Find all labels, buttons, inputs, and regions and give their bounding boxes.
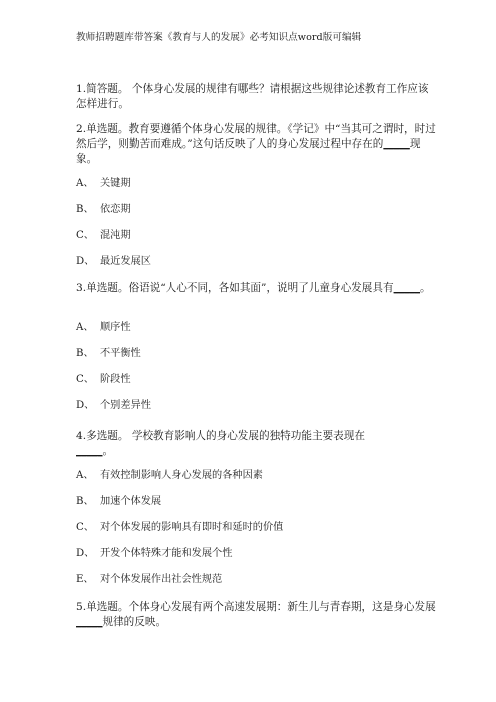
- question-4-text: 4.多选题。 学校教育影响人的身心发展的独特功能主要表现在: [76, 430, 365, 442]
- question-4-text-end: 。: [102, 445, 114, 457]
- question-4: [76, 429, 438, 459]
- question-2: [76, 122, 438, 167]
- question-3-option-c: [76, 373, 426, 387]
- option-text: 个别差异性: [100, 400, 151, 411]
- option-letter: D、: [76, 548, 95, 559]
- option-text: 依恋期: [100, 204, 131, 215]
- option-text: 开发个体特殊才能和发展个性: [100, 548, 233, 559]
- option-letter: A、: [76, 322, 94, 333]
- option-text: 阶段性: [100, 374, 131, 385]
- question-2-text: 2.单选题。教育要遵循个体身心发展的规律。《学记》中“当其可之谓时，时过然后学，则勤苦而难成。”这句话反映了人的身心发展过程中存在的: [76, 123, 436, 150]
- question-2-option-d: [76, 255, 426, 269]
- question-4-option-e: [76, 573, 426, 587]
- question-2-option-b: [76, 203, 426, 217]
- question-2-option-c: [76, 229, 426, 243]
- option-letter: A、: [76, 470, 94, 481]
- question-1: [76, 82, 438, 112]
- option-letter: A、: [76, 178, 94, 189]
- question-3-text: 3.单选题。俗语说“人心不同，各如其面”，说明了儿童身心发展具有: [76, 282, 394, 294]
- question-5-text: 5.单选题。个体身心发展有两个高速发展期：新生儿与青春期，这是身心发展: [76, 601, 436, 613]
- question-4-option-c: [76, 521, 426, 535]
- question-3-option-d: [76, 399, 426, 413]
- option-text: 关键期: [100, 178, 131, 189]
- option-text: 不平衡性: [100, 348, 141, 359]
- question-2-blank: _____: [383, 138, 410, 150]
- question-5-blank: _____: [76, 616, 103, 628]
- option-letter: C、: [76, 522, 94, 533]
- question-4-option-a: [76, 469, 426, 483]
- question-4-blank: _____: [76, 445, 103, 457]
- question-3-text-end: 。: [420, 282, 431, 294]
- question-4-option-b: [76, 495, 426, 509]
- option-letter: D、: [76, 400, 95, 411]
- question-2-option-a: [76, 177, 426, 191]
- option-letter: B、: [76, 496, 94, 507]
- question-4-option-d: [76, 547, 426, 561]
- option-letter: B、: [76, 348, 94, 359]
- question-3-blank: _____: [393, 282, 421, 294]
- option-letter: C、: [76, 230, 94, 241]
- document-header: 教师招聘题库带答案《教育与人的发展》必考知识点word版可编辑: [76, 32, 362, 43]
- question-3-option-a: [76, 321, 426, 335]
- option-text: 加速个体发展: [100, 496, 162, 507]
- question-3: [76, 281, 438, 296]
- option-text: 顺序性: [100, 322, 131, 333]
- question-1-text: 1.简答题。 个体身心发展的规律有哪些？请根据这些规律论述教育工作应该怎样进行。: [76, 83, 429, 110]
- option-letter: B、: [76, 204, 94, 215]
- option-text: 混沌期: [100, 230, 131, 241]
- option-letter: E、: [76, 574, 94, 585]
- question-3-option-b: [76, 347, 426, 361]
- question-2-text-end: 现象。: [76, 138, 421, 165]
- question-5-text-end: 规律的反映。: [102, 616, 167, 628]
- option-text: 有效控制影响人身心发展的各种因素: [100, 470, 263, 481]
- option-text: 最近发展区: [100, 256, 151, 267]
- option-letter: C、: [76, 374, 94, 385]
- question-5: [76, 600, 438, 630]
- option-text: 对个体发展的影响具有即时和延时的价值: [100, 522, 284, 533]
- option-text: 对个体发展作出社会性规范: [100, 574, 223, 585]
- option-letter: D、: [76, 256, 95, 267]
